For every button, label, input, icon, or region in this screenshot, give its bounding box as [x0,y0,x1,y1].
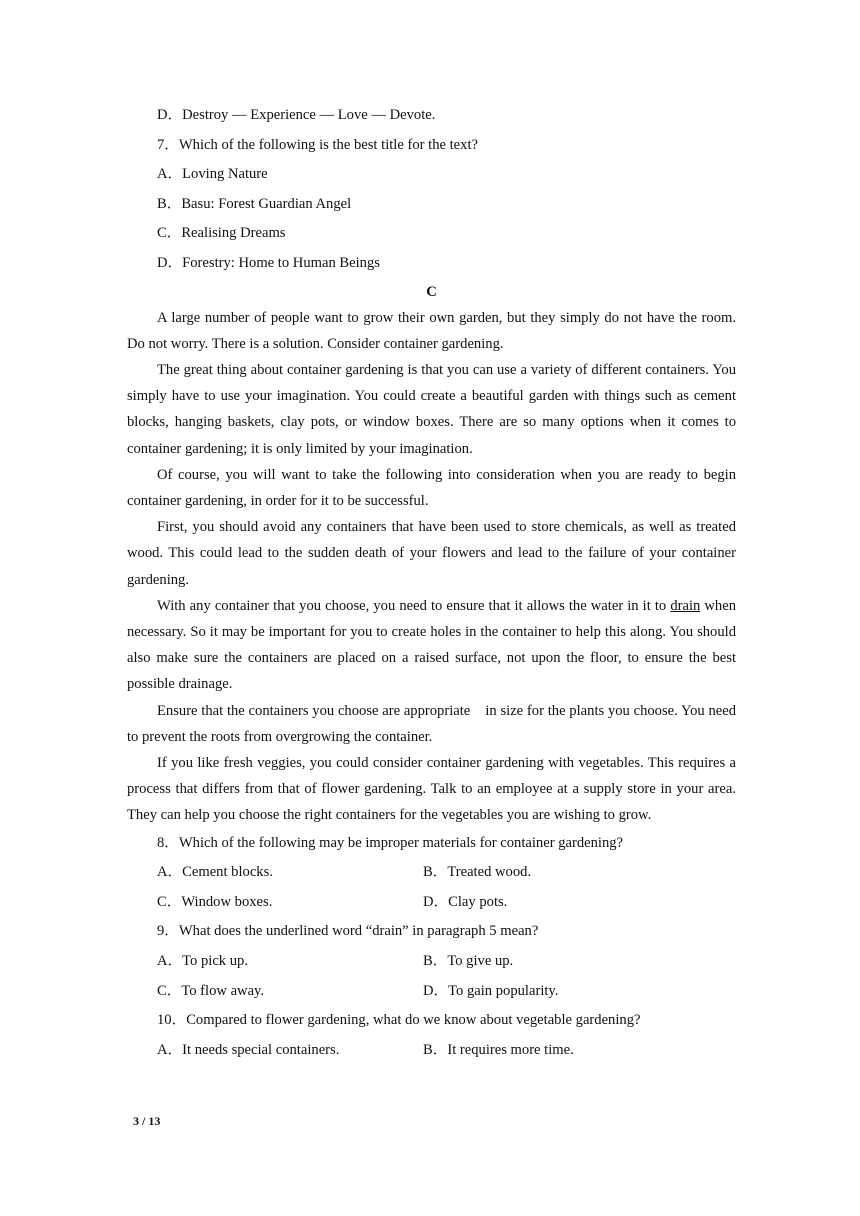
q7-stem: 7．Which of the following is the best title for the text? [157,136,478,153]
document-page [127,101,740,1065]
section-title: C [426,283,437,300]
q7-option-a: A．Loving Nature [157,166,268,183]
q9-option-a: A．To pick up. [157,953,248,969]
q9-options-row-1 [127,947,736,977]
q6-option-d: D．Destroy — Experience — Love — Devote. [157,107,436,123]
paragraph-5-end: when necessary. So it may be important for you to create holes in the container to help this along. You should also make sure the containers are placed on a raised surface, not upon the floor, to ensure the best possible drainage. [127,597,736,693]
q9-option-d: D．To gain popularity. [423,982,559,999]
q8-option-b: B．Treated wood. [423,864,532,881]
q8-option-d: D．Clay pots. [423,893,508,910]
q8-options-row-2 [127,888,736,918]
q9-option-b: B．To give up. [423,953,514,969]
q10-stem: 10．Compared to flower gardening, what do we know about vegetable gardening? [157,1012,641,1029]
q10-option-b: B．It requires more time. [423,1041,574,1058]
paragraph-6: Ensure that the containers you choose are appropriate in size for the plants you choose. You need to prevent the roots from overgrowing the container. [127,702,740,745]
q7-option-b: B．Basu: Forest Guardian Angel [157,195,352,212]
q10-options-row-1 [127,1036,736,1066]
q8-options-row-1 [127,858,736,888]
q8-option-c: C．Window boxes. [157,893,273,910]
paragraph-3: Of course, you will want to take the following into consideration when you are ready to begin container gardening, in order for it to be successful. [127,466,736,509]
paragraph-7: If you like fresh veggies, you could consider container gardening with vegetables. This requires a process that differs from that of flower gardening. Talk to an employee at a supply store in your area. They can help you choose the right containers for the vegetables you are wishing to grow. [127,755,736,824]
q9-option-c: C．To flow away. [157,982,265,999]
paragraph-1: A large number of people want to grow their own garden, but they simply do not have the room. Do not worry. There is a solution. Consider container gardening. [127,309,736,352]
paragraph-2: The great thing about container gardening is that you can use a variety of different containers. You simply have to use your imagination. You could create a beautiful garden with things such as cement blocks, hanging baskets, clay pots, or window boxes. There are so many options when it comes to container gardening; it is only limited by your imagination. [127,361,736,457]
q8-option-a: A．Cement blocks. [157,864,273,881]
q9-options-row-2 [127,977,736,1007]
paragraph-5 [127,593,736,698]
page-number: 3 / 13 [133,1114,161,1128]
paragraph-5-start: With any container that you choose, you need to ensure that it allows the water in it to [157,597,671,614]
q7-option-c: C．Realising Dreams [157,225,286,242]
q9-stem: 9．What does the underlined word “drain” in paragraph 5 mean? [157,923,539,940]
q10-option-a: A．It needs special containers. [157,1041,340,1058]
underlined-word-drain: drain [670,597,701,614]
q8-stem: 8．Which of the following may be improper materials for container gardening? [157,834,624,851]
paragraph-4: First, you should avoid any containers that have been used to store chemicals, as well as treated wood. This could lead to the sudden death of your flowers and lead to the failure of your container gardening. [127,519,736,588]
q7-option-d: D．Forestry: Home to Human Beings [157,254,380,271]
